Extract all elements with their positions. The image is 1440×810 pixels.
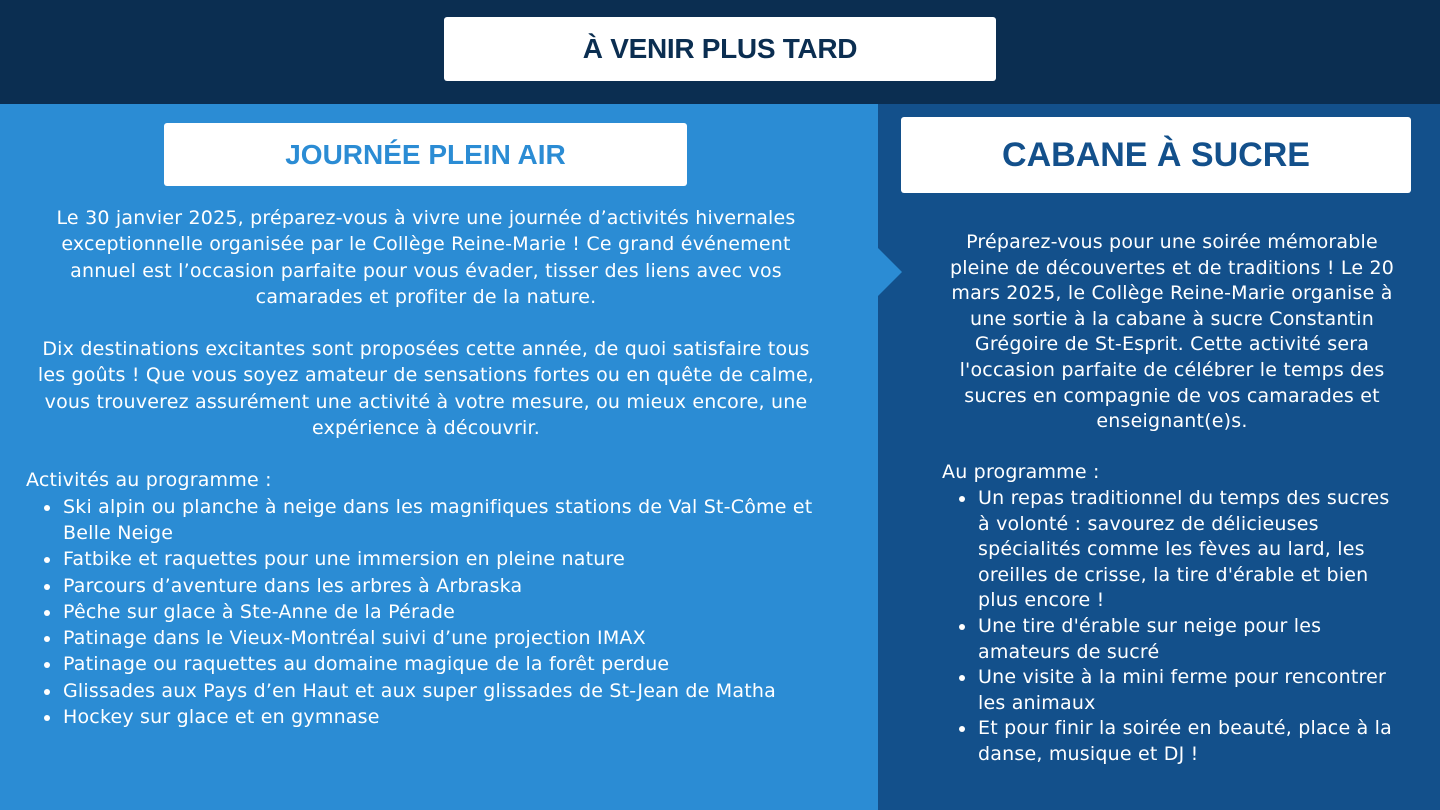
- sugar-shack-list-heading: Au programme :: [942, 461, 1100, 484]
- list-item: • Une tire d'érable sur neige pour les amateurs de sucré: [977, 614, 1402, 665]
- page-title: À VENIR PLUS TARD: [582, 33, 858, 64]
- header-bar: [0, 0, 1440, 104]
- list-item: • Glissades aux Pays d’en Haut et aux super glissades de St-Jean de Matha: [62, 678, 826, 704]
- paragraph-spacer: [942, 435, 1402, 461]
- sugar-shack-program-list: [942, 486, 1402, 768]
- list-item: • Patinage ou raquettes au domaine magique de la forêt perdue: [62, 651, 826, 677]
- outdoor-day-title-box: [164, 123, 687, 186]
- outdoor-day-intro-paragraph: Le 30 janvier 2025, préparez-vous à vivre une journée d’activités hivernales exceptionnelle organisée par le Collège Reine-Marie ! Ce grand événement annuel est l’occasion parfaite pour vous évader, tisser des liens avec vos camarades et profiter de la nature.: [56, 207, 796, 308]
- sugar-shack-title-box: [901, 117, 1411, 193]
- outdoor-day-title: JOURNÉE PLEIN AIR: [285, 138, 566, 170]
- list-item: • Hockey sur glace et en gymnase: [62, 704, 826, 730]
- paragraph-spacer: [26, 441, 826, 467]
- outdoor-day-destinations-paragraph: Dix destinations excitantes sont proposées cette année, de quoi satisfaire tous les goûts ! Que vous soyez amateur de sensations fortes ou en quête de calme, vous trouverez assurément une activité à votre mesure, ou mieux encore, une expérience à découvrir.: [37, 338, 815, 440]
- sugar-shack-content: [942, 230, 1402, 767]
- header-title-box: [444, 17, 996, 81]
- list-item: • Fatbike et raquettes pour une immersion en pleine nature: [62, 546, 826, 572]
- outdoor-day-activity-list: [26, 494, 826, 731]
- list-item: • Un repas traditionnel du temps des sucres à volonté : savourez de délicieuses spécialités comme les fèves au lard, les oreilles de crisse, la tire d'érable et bien plus encore !: [977, 486, 1402, 614]
- list-item: • Patinage dans le Vieux-Montréal suivi d’une projection IMAX: [62, 625, 826, 651]
- sugar-shack-intro-paragraph: Préparez-vous pour une soirée mémorable pleine de découvertes et de traditions ! Le 20 mars 2025, le Collège Reine-Marie organise à une sortie à la cabane à sucre Constantin Grégoire de St-Esprit. Cette activité sera l'occasion parfaite de célébrer le temps des sucres en compagnie de vos camarades et enseignant(e)s.: [949, 231, 1395, 433]
- list-item: • Parcours d’aventure dans les arbres à Arbraska: [62, 573, 826, 599]
- list-item: • Pêche sur glace à Ste-Anne de la Pérade: [62, 599, 826, 625]
- outdoor-day-list-heading: Activités au programme :: [26, 469, 272, 492]
- outdoor-day-content: [26, 205, 826, 730]
- panel-arrow-notch: [878, 248, 902, 296]
- list-item: • Ski alpin ou planche à neige dans les magnifiques stations de Val St-Côme et Belle Neige: [62, 494, 826, 547]
- list-item: • Une visite à la mini ferme pour rencontrer les animaux: [977, 665, 1402, 716]
- sugar-shack-title: CABANE À SUCRE: [1002, 135, 1310, 174]
- paragraph-spacer: [26, 310, 826, 336]
- list-item: • Et pour finir la soirée en beauté, place à la danse, musique et DJ !: [977, 716, 1402, 767]
